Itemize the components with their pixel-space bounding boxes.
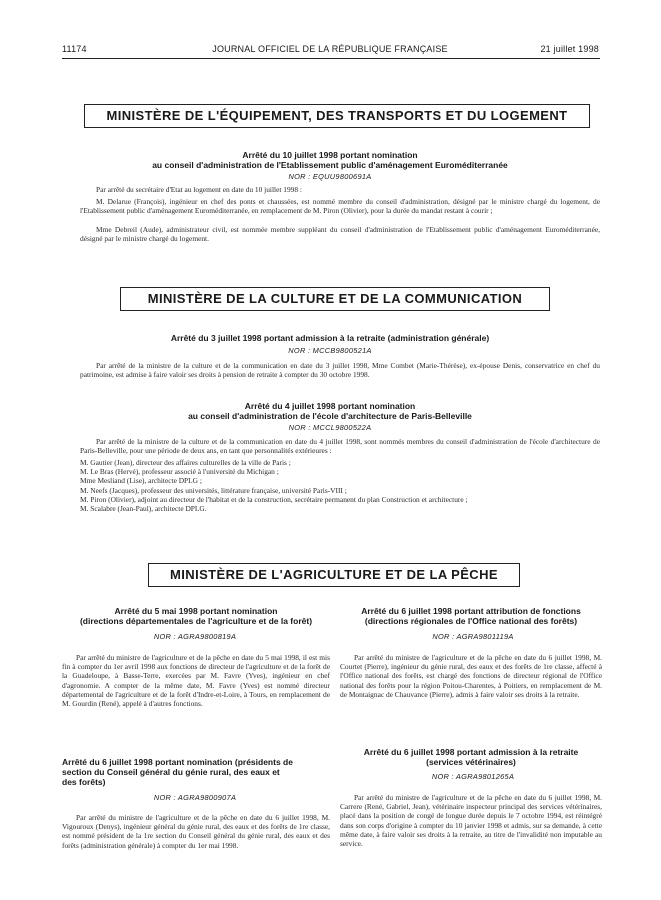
- list-item: M. Gautier (Jean), directeur des affaires culturelles de la ville de Paris ;: [80, 458, 291, 467]
- page-number: 11174: [62, 44, 87, 54]
- list-item: Mme Mesliand (Lise), architecte DPLG ;: [80, 476, 202, 486]
- decree-paragraph: Par arrêté du ministre de l'agriculture et de la pêche en date du 6 juillet 1998, M. Courtet (Pierre), ingénieur du génie rural, des eaux et des forêts de 1re classe, affecté à l'Office national des forêts, est chargé des fonctions de directeur régional de l'Office national des forêts pour la région Poitou-Charentes, à Poitiers, en remplacement de M. de Montaignac de Chauvance (Pierre), admis à faire valoir ses droits à la retraite.: [340, 653, 602, 699]
- list-item: M. Le Bras (Hervé), professeur associé à l'université du Michigan ;: [80, 467, 279, 477]
- decree-paragraph: Par arrêté du secrétaire d'Etat au logement en date du 10 juillet 1998 :: [96, 185, 302, 194]
- nor-reference: NOR : AGRA9800819A: [153, 632, 237, 641]
- decree-title: Arrêté du 10 juillet 1998 portant nomination au conseil d'administration de l'Etablissement public d'aménagement Euroméditerranée: [152, 150, 508, 170]
- issue-date: 21 juillet 1998: [540, 44, 599, 54]
- decree-paragraph: Par arrêté du ministre de l'agriculture et de la pêche en date du 6 juillet 1998, M. Carrere (René, Gabriel, Jean), vétérinaire inspecteur principal des services vétérinaires, placé dans la position de congé de longue durée depuis le 7 octobre 1994, est réintégré dans son corps d'origine à compter du 10 janvier 1998 et admis, sur sa demande, à cette même date, à faire valoir ses droits à la retraite, au titre de l'invalidité non imputable au service.: [340, 793, 602, 849]
- nor-reference: NOR : AGRA9800907A: [153, 793, 237, 802]
- journal-title: JOURNAL OFFICIEL DE LA RÉPUBLIQUE FRANÇAISE: [212, 44, 448, 54]
- header-rule: [62, 58, 600, 59]
- nor-reference: NOR : MCCL9800522A: [288, 423, 372, 432]
- nor-reference: NOR : AGRA9801265A: [431, 772, 515, 781]
- decree-paragraph: Mme Debreil (Aude), administrateur civil, est nommée membre suppléant du conseil d'administration de l'Etablissement public d'aménagement Euroméditerranée, désigné par le ministre chargé du logement.: [80, 225, 600, 244]
- decree-title: Arrêté du 3 juillet 1998 portant admission à la retraite (administration générale): [170, 333, 490, 343]
- decree-paragraph: M. Delarue (François), ingénieur en chef des ponts et chaussées, est nommé membre du conseil d'administration, désigné par le ministre chargé du logement, de l'Etablissement public d'aménagement Euroméditerranée, en remplacement de M. Piron (Olivier), pour la durée du mandat restant à courir ;: [80, 197, 600, 216]
- decree-paragraph: Par arrêté de la ministre de la culture et de la communication en date du 4 juillet 1998, sont nommés membres du conseil d'administration de l'école d'architecture de Paris-Belleville, pour une période de deux ans, en tant que personnalités extérieures :: [80, 437, 600, 456]
- decree-title: Arrêté du 4 juillet 1998 portant nomination au conseil d'administration de l'école d'architecture de Paris-Belleville: [188, 401, 472, 421]
- nor-reference: NOR : EQUU9800691A: [288, 172, 372, 181]
- decree-paragraph: Par arrêté du ministre de l'agriculture et de la pêche en date du 6 juillet 1998, M. Vigouroux (Denys), ingénieur général du génie rural, des eaux et des forêts de 1re classe, est nommé président de la 1re section du Conseil général du génie rural, des eaux et des forêts (administration générale) à compter du 1er mai 1998.: [62, 813, 330, 850]
- member-list: [80, 458, 600, 513]
- list-item: M. Scalabre (Jean-Paul), architecte DPLG.: [80, 504, 207, 514]
- decree-paragraph: Par arrêté du ministre de l'agriculture et de la pêche en date du 5 mai 1998, il est mis fin à compter du 1er avril 1998 aux fonctions de directeur de l'agriculture et de la forêt de la Guadeloupe, à Basse-Terre, exercées par M. Favre (Yves), ingénieur en chef d'agronomie. A compter de la même date, M. Favre (Yves) est nommé directeur départemental de l'agriculture et de la forêt d'Indre-et-Loire, à Tours, en remplacement de M. Gourdin (René), appelé à d'autres fonctions.: [62, 653, 330, 709]
- nor-reference: NOR : AGRA9801119A: [432, 632, 514, 641]
- nor-reference: NOR : MCCB9800521A: [288, 346, 372, 355]
- decree-title: Arrêté du 6 juillet 1998 portant admission à la retraite (services vétérinaires): [363, 747, 579, 767]
- ministry-heading: MINISTÈRE DE L'ÉQUIPEMENT, DES TRANSPORTS ET DU LOGEMENT: [84, 104, 590, 128]
- decree-title: Arrêté du 5 mai 1998 portant nomination (directions départementales de l'agriculture et de la forêt): [79, 606, 313, 626]
- decree-title: Arrêté du 6 juillet 1998 portant attribution de fonctions (directions régionales de l'Office national des forêts): [361, 606, 581, 626]
- decree-title: Arrêté du 6 juillet 1998 portant nomination (présidents de section du Conseil général du génie rural, des eaux et des forêts): [62, 757, 293, 787]
- ministry-heading: MINISTÈRE DE LA CULTURE ET DE LA COMMUNICATION: [120, 287, 550, 311]
- ministry-heading: MINISTÈRE DE L'AGRICULTURE ET DE LA PÊCHE: [148, 563, 520, 587]
- list-item: M. Piron (Olivier), adjoint au directeur de l'habitat et de la construction, secrétaire permanent du plan Construction et architecture ;: [80, 494, 468, 504]
- decree-paragraph: Par arrêté de la ministre de la culture et de la communication en date du 3 juillet 1998, Mme Combet (Marie-Thérèse), ex-épouse Denis, conservatrice en chef du patrimoine, est admise à faire valoir ses droits à pension de retraite à compter du 30 octobre 1998.: [80, 361, 600, 380]
- list-item: M. Neefs (Jacques), professeur des universités, littérature française, université Paris-VIII ;: [80, 485, 347, 495]
